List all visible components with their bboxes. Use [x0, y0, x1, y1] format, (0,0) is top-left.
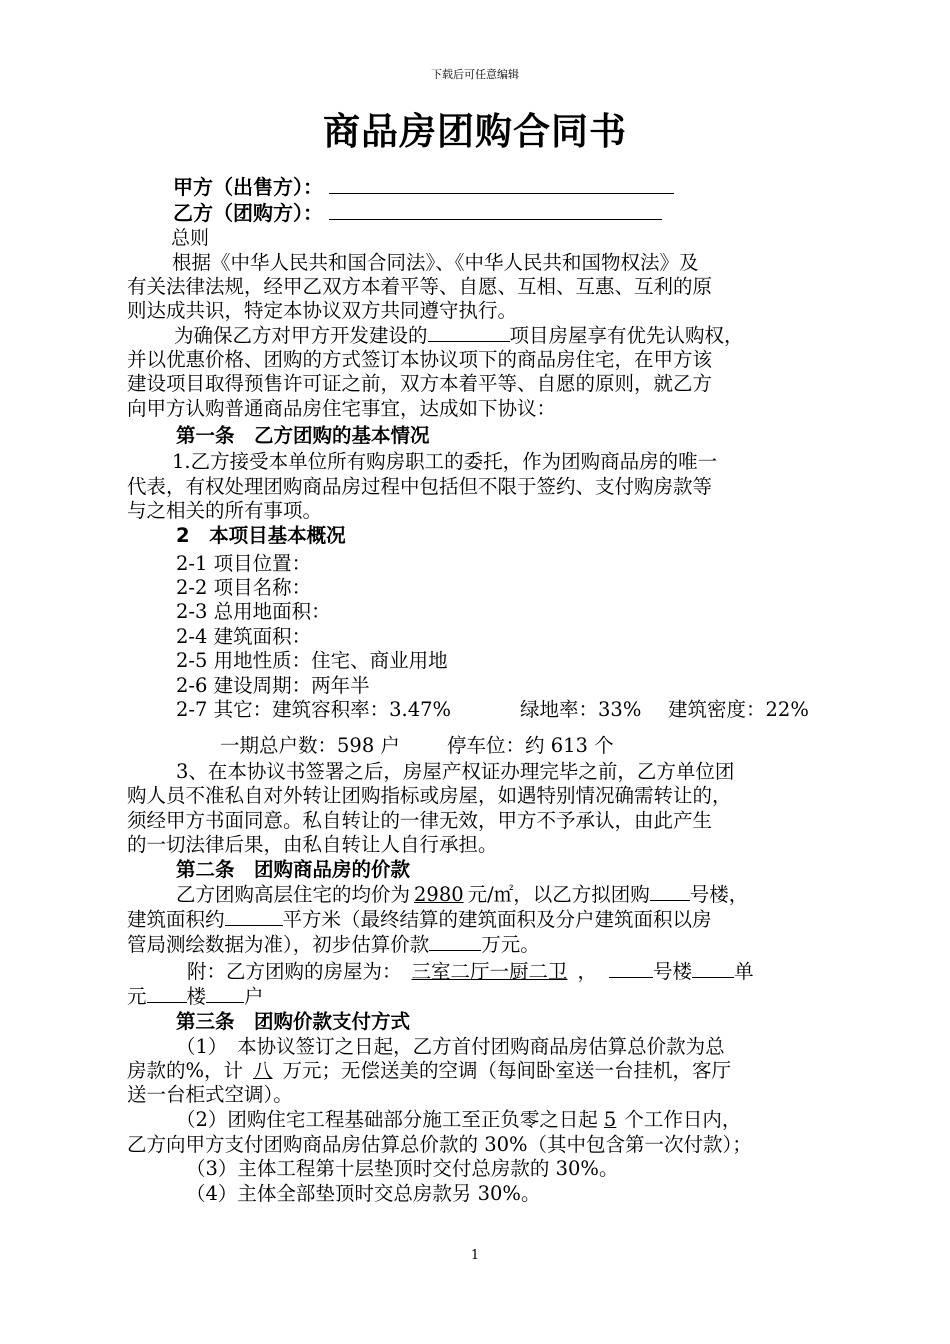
attachment-text-a: 附：乙方团购的房屋为： — [187, 960, 402, 983]
article-2-heading: 第二条 团购商品房的价款 — [176, 858, 411, 881]
payment-1-text-b: 房款的%，计 — [127, 1059, 244, 1082]
article-1-item-2-heading: 2 本项目基本概况 — [176, 524, 346, 547]
payment-1-line-3: 送一台柜式空调）。 — [127, 1083, 293, 1106]
project-name: 2-2 项目名称： — [176, 576, 312, 599]
article-2-line-2 — [127, 908, 712, 932]
area-blank — [225, 908, 283, 926]
payment-1-text-c: 万元；无偿送美的空调（每间卧室送一台挂机，客厅 — [282, 1059, 732, 1082]
payment-2-text-a: （2）团购住宅工程基础部分施工至正负零之日起 — [176, 1108, 598, 1131]
general-line-1: 根据《中华人民共和国合同法》、《中华人民共和国物权法》及 — [172, 251, 699, 274]
area-text-a: 建筑面积约 — [127, 908, 225, 931]
attachment-text-b: ， — [577, 960, 598, 983]
article-1-item-3-line-3: 须经甲方书面同意。私自转让的一律无效，甲方不予承认，由此产生 — [127, 809, 713, 832]
general-line-2: 有关法律法规，经甲乙双方本着平等、自愿、互相、互惠、互利的原 — [127, 275, 713, 298]
project-blank — [428, 324, 510, 342]
header-note: 下载后可任意编辑 — [431, 68, 519, 81]
payment-4: （4）主体全部垫顶时交总房款另 30%。 — [186, 1182, 541, 1205]
article-1-heading: 第一条 乙方团购的基本情况 — [176, 424, 430, 447]
purpose-line-3: 建设项目取得预售许可证之前，双方本着平等、自愿的原则，就乙方 — [127, 372, 713, 395]
article-1-item-1-line-3: 与之相关的所有事项。 — [127, 499, 323, 522]
attachment-text-d: 单 — [734, 960, 754, 983]
floor-blank — [147, 985, 187, 1003]
purpose-line-1 — [174, 324, 744, 348]
payment-1-line-1: （1） 本协议签订之日起，乙方首付团购商品房估算总价款为总 — [176, 1035, 725, 1058]
article-1-item-1-line-2: 代表，有权处理团购商品房过程中包括但不限于签约、支付购房款等 — [127, 475, 713, 498]
total-land-area: 2-3 总用地面积： — [176, 600, 331, 623]
floor-label: 楼 — [186, 985, 207, 1008]
article-2-line-3 — [127, 933, 540, 957]
unit-suffix: 元 — [127, 985, 147, 1008]
estimate-blank — [429, 933, 481, 951]
payment-2-line-2: 乙方向甲方支付团购商品房估算总价款的 30%（其中包含第一次付款）； — [127, 1133, 752, 1156]
parking-spaces: 停车位：约 613 个 — [447, 734, 614, 757]
general-heading: 总则 — [171, 227, 210, 249]
total-households: 一期总户数：598 户 — [220, 734, 400, 757]
building-area: 2-4 建筑面积： — [176, 625, 312, 648]
payment-2-text-b: 个工作日内， — [624, 1108, 742, 1131]
average-price: 2980 — [414, 883, 464, 906]
party-b-label: 乙方（团购方）： — [173, 201, 323, 225]
party-a-blank — [329, 176, 674, 194]
document-title: 商品房团购合同书 — [323, 110, 627, 153]
purpose-text-b: 项目房屋享有优先认购权， — [509, 324, 744, 347]
price-text-c: 号楼， — [689, 883, 749, 906]
attach-building-blank — [609, 960, 653, 978]
room-label: 户 — [244, 985, 264, 1008]
party-b-line — [173, 201, 662, 225]
green-ratio: 绿地率：33% — [520, 698, 642, 721]
purpose-text-a: 为确保乙方对甲方开发建设的 — [174, 324, 428, 347]
payment-2-line-1 — [176, 1108, 741, 1132]
party-a-label: 甲方（出售方）： — [173, 175, 323, 199]
article-1-item-3-line-1: 3、在本协议书签署之后，房屋产权证办理完毕之前，乙方单位团 — [176, 760, 735, 783]
article-1-item-3-line-4: 的一切法律后果，由私自转让人自行承担。 — [127, 833, 498, 856]
payment-days: 5 — [603, 1108, 617, 1131]
page-number: 1 — [470, 1248, 480, 1263]
article-1-item-3-line-2: 购人员不准私自对外转让团购指标或房屋，如遇特别情况确需转让的， — [127, 784, 732, 807]
construction-period: 2-6 建设周期：两年半 — [176, 674, 370, 697]
down-payment-amount: 八 — [253, 1059, 273, 1082]
party-b-blank — [329, 202, 662, 220]
estimate-text-b: 万元。 — [481, 933, 540, 956]
payment-1-line-2 — [127, 1059, 731, 1083]
attachment-text-c: 号楼 — [653, 960, 693, 983]
estimate-text-a: 管局测绘数据为准），初步估算价款 — [127, 933, 430, 956]
general-line-3: 则达成共识，特定本协议双方共同遵守执行。 — [127, 299, 518, 322]
price-text-a: 乙方团购高层住宅的均价为 — [176, 883, 411, 906]
attachment-line — [187, 960, 754, 984]
article-3-heading: 第三条 团购价款支付方式 — [176, 1010, 411, 1033]
attach-unit-blank — [692, 960, 734, 978]
article-1-item-1-line-1: 1.乙方接受本单位所有购房职工的委托，作为团购商品房的唯一 — [172, 450, 718, 473]
payment-3: （3）主体工程第十层垫顶时交付总房款的 30%。 — [186, 1157, 619, 1180]
attachment-line-2 — [127, 985, 264, 1009]
room-blank — [206, 985, 244, 1003]
unit-layout: 三室二厅一厨二卫 — [411, 960, 568, 983]
purpose-line-4: 向甲方认购普通商品房住宅事宜，达成如下协议： — [127, 397, 557, 420]
building-density: 建筑密度：22% — [668, 698, 809, 721]
party-a-line — [173, 175, 674, 199]
building-number-blank — [650, 883, 690, 901]
project-location: 2-1 项目位置： — [176, 552, 312, 575]
plot-ratio: 2-7 其它：建筑容积率：3.47% — [176, 698, 452, 721]
area-text-b: 平方米（最终结算的建筑面积及分户建筑面积以房 — [282, 908, 712, 931]
article-2-line-1 — [176, 883, 748, 907]
land-use: 2-5 用地性质：住宅、商业用地 — [176, 649, 448, 672]
purpose-line-2: 并以优惠价格、团购的方式签订本协议项下的商品房住宅，在甲方该 — [127, 348, 713, 371]
price-text-b: 元/㎡，以乙方拟团购 — [467, 883, 650, 906]
